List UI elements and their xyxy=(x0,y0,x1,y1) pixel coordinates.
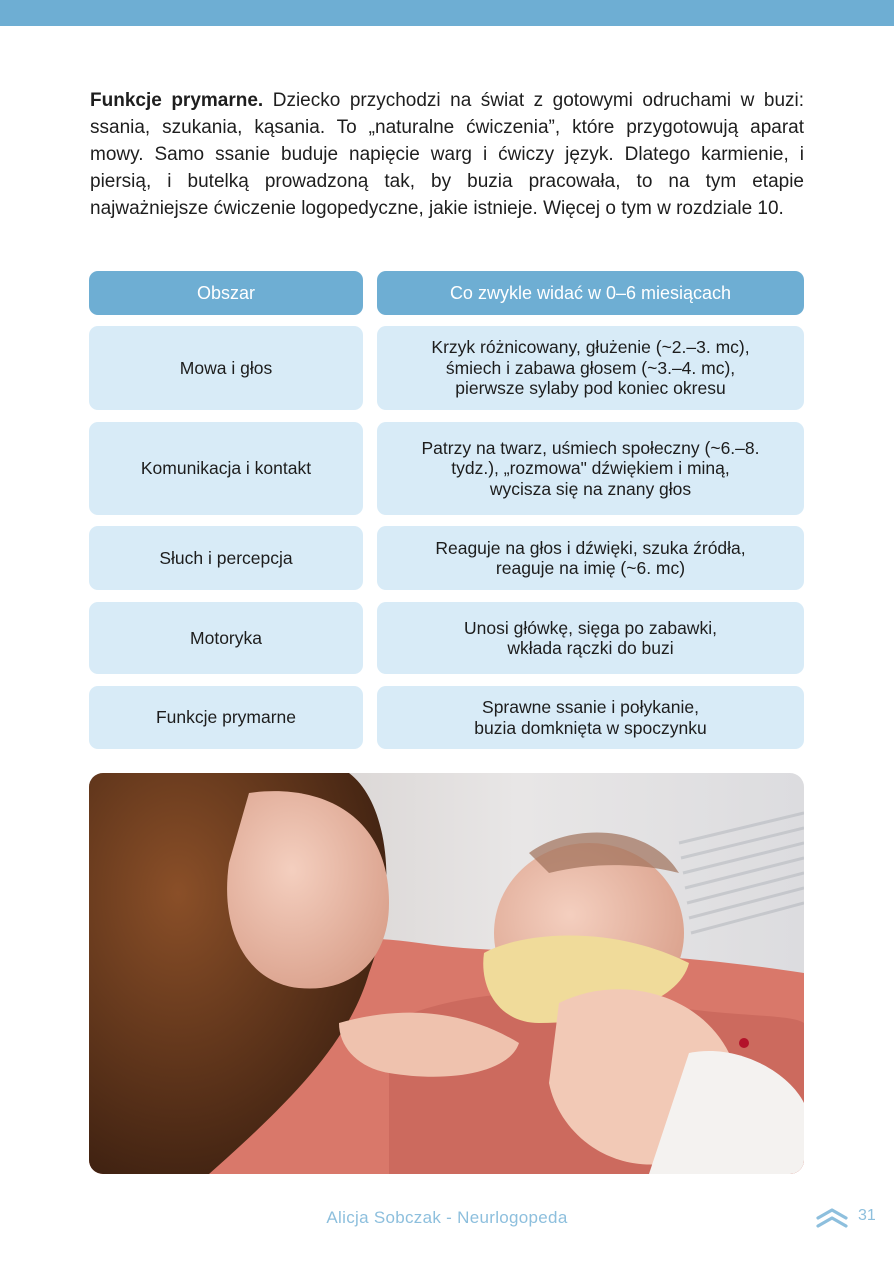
table-header-observations: Co zwykle widać w 0–6 miesiącach xyxy=(377,271,804,315)
double-chevron-up-icon[interactable] xyxy=(815,1206,849,1228)
intro-lead: Funkcje prymarne. xyxy=(90,90,264,111)
table-row-observation: Sprawne ssanie i połykanie, buzia domknięta w spoczynku xyxy=(377,686,804,749)
table-row-observation: Reaguje na głos i dźwięki, szuka źródła, reaguje na imię (~6. mc) xyxy=(377,526,804,590)
table-row-area: Motoryka xyxy=(89,602,363,674)
table-row-observation: Krzyk różnicowany, głużenie (~2.–3. mc), śmiech i zabawa głosem (~3.–4. mc), pierwsze sylaby pod koniec okresu xyxy=(377,326,804,410)
table-header-area: Obszar xyxy=(89,271,363,315)
table-row-observation: Unosi główkę, sięga po zabawki, wkłada rączki do buzi xyxy=(377,602,804,674)
intro-body: Dziecko przychodzi na świat z gotowymi odruchami w buzi: ssania, szukania, kąsania. To „naturalne ćwiczenia”, które przygotowują aparat mowy. Samo ssanie buduje napięcie warg i ćwiczy język. Dlatego karmienie, i piersią, i butelką prowadzoną tak, by buzia pracowała, to na tym etapie najważniejsze ćwiczenie logopedyczne, jakie istnieje. Więcej o tym w rozdziale 10. xyxy=(90,90,805,219)
table-row-area: Komunikacja i kontakt xyxy=(89,422,363,515)
page-number: 31 xyxy=(858,1207,876,1224)
mother-and-baby-photo xyxy=(89,773,804,1174)
table-row-area: Funkcje prymarne xyxy=(89,686,363,749)
table-row-area: Mowa i głos xyxy=(89,326,363,410)
footer-author: Alicja Sobczak - Neurlogopeda xyxy=(326,1208,568,1227)
top-accent-bar xyxy=(0,0,894,26)
table-row-area: Słuch i percepcja xyxy=(89,526,363,590)
intro-paragraph xyxy=(90,87,804,222)
table-row-observation: Patrzy na twarz, uśmiech społeczny (~6.–8. tydz.), „rozmowa" dźwiękiem i miną, wycisza się na znany głos xyxy=(377,422,804,515)
